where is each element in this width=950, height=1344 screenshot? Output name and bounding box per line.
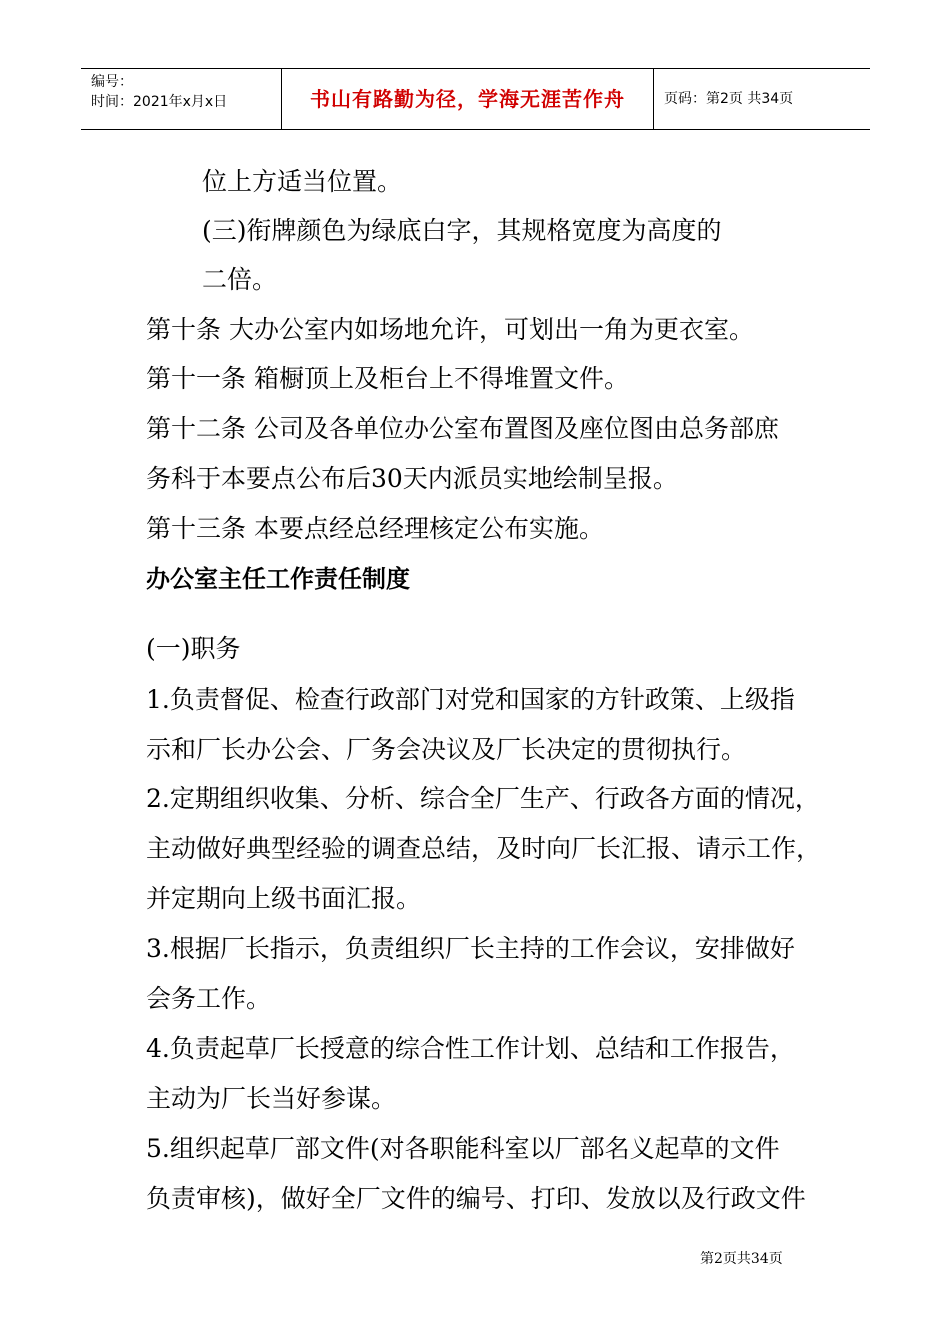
- article-line: 第十一条 箱橱顶上及柜台上不得堆置文件。: [146, 364, 629, 393]
- header-page-info: 页码：第2页 共34页: [664, 91, 794, 107]
- list-item: 3.根据厂长指示，负责组织厂长主持的工作会议，安排做好: [146, 934, 795, 963]
- text-line: 二倍。: [202, 265, 278, 294]
- article-line: 第十条 大办公室内如场地允许，可划出一角为更衣室。: [146, 315, 754, 344]
- article-line: 第十三条 本要点经总经理核定公布实施。: [146, 514, 604, 543]
- text-line: 主动做好典型经验的调查总结，及时向厂长汇报、请示工作，: [146, 834, 822, 863]
- text-line: 会务工作。: [146, 984, 272, 1013]
- section-heading: 办公室主任工作责任制度: [146, 565, 410, 593]
- text-line: 务科于本要点公布后30天内派员实地绘制呈报。: [146, 464, 678, 493]
- header-motto: 书山有路勤为径，学海无涯苦作舟: [310, 87, 625, 111]
- document-number-label: 编号：: [91, 74, 133, 90]
- list-item: 1.负责督促、检查行政部门对党和国家的方针政策、上级指: [146, 685, 795, 714]
- text-line: 并定期向上级书面汇报。: [146, 884, 422, 913]
- list-item: 4.负责起草厂长授意的综合性工作计划、总结和工作报告，: [146, 1034, 795, 1063]
- subsection-heading: (一)职务: [146, 634, 241, 663]
- text-line: 示和厂长办公会、厂务会决议及厂长决定的贯彻执行。: [146, 735, 747, 764]
- text-line: (三)衔牌颜色为绿底白字，其规格宽度为高度的: [202, 216, 722, 245]
- text-line: 位上方适当位置。: [202, 167, 403, 196]
- list-item: 2.定期组织收集、分析、综合全厂生产、行政各方面的情况，: [146, 784, 820, 813]
- article-line: 第十二条 公司及各单位办公室布置图及座位图由总务部庶: [146, 414, 779, 443]
- page-footer: 第2页共34页: [700, 1251, 783, 1267]
- text-line: 主动为厂长当好参谋。: [146, 1084, 397, 1113]
- document-time-label: 时间：2021年x月x日: [91, 94, 228, 110]
- list-item: 5.组织起草厂部文件(对各职能科室以厂部名义起草的文件: [146, 1134, 780, 1163]
- text-line: 负责审核)，做好全厂文件的编号、打印、发放以及行政文件: [146, 1184, 806, 1213]
